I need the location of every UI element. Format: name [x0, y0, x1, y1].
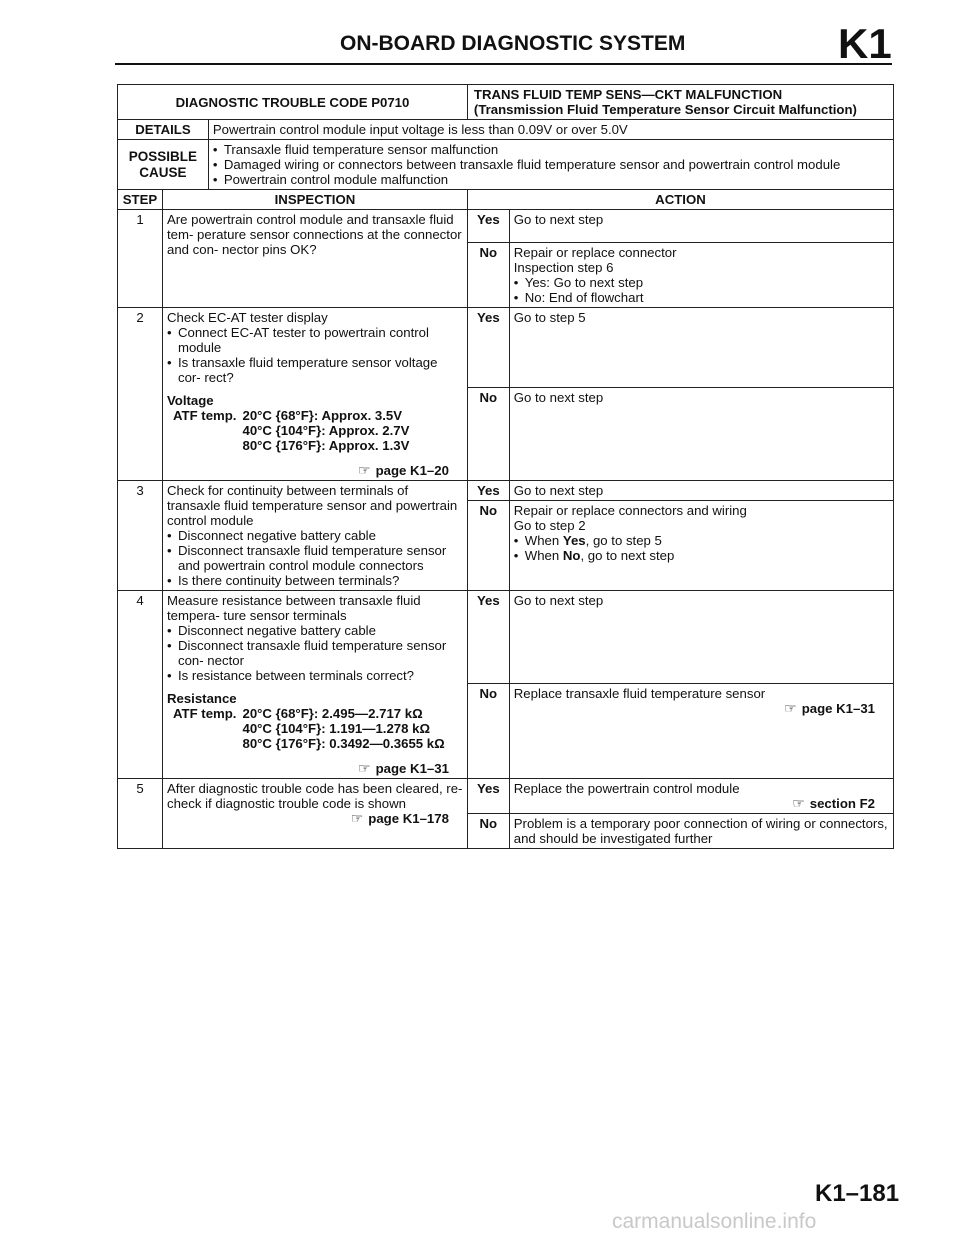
column-step: STEP [118, 190, 163, 210]
step-4-ref [167, 761, 463, 776]
pointing-hand-icon [351, 811, 369, 826]
details-row [118, 120, 894, 140]
step-4-bullet: • Is resistance between terminals correct? [167, 668, 463, 683]
step-1-no-line: Inspection step 6 [513, 260, 614, 275]
no-label: No [467, 501, 509, 591]
step-3-inspection [162, 481, 467, 591]
no-label: No [467, 814, 509, 849]
spec-row: 40°C {104°F}: Approx. 2.7V [242, 423, 410, 438]
step-4-inspection [162, 591, 467, 779]
possible-cause-row [118, 140, 894, 190]
dtc-row [118, 85, 894, 120]
spec-row: 80°C {176°F}: 0.3492—0.3655 kΩ [242, 736, 445, 751]
step-2-no-action: Go to next step [509, 388, 893, 481]
spec-row: 80°C {176°F}: Approx. 1.3V [242, 438, 410, 453]
pointing-hand-icon [784, 701, 802, 716]
step-number: 3 [118, 481, 163, 591]
pointing-hand-icon [792, 796, 810, 811]
possible-cause-item: • Transaxle fluid temperature sensor malfunction [213, 142, 889, 157]
step-5-yes-ref-text: section F2 [809, 796, 875, 811]
step-4-no-text: Replace transaxle fluid temperature sensor [513, 686, 766, 701]
column-inspection: INSPECTION [162, 190, 467, 210]
step-2-ref-text: page K1–20 [375, 463, 449, 478]
step-2-ref [167, 463, 463, 478]
yes-label: Yes [467, 481, 509, 501]
step-4-spec-table [173, 706, 451, 751]
step-3-yes-action: Go to next step [509, 481, 893, 501]
step-number: 1 [118, 210, 163, 308]
step-1-no-bullet: • No: End of flowchart [514, 290, 889, 305]
yes-label: Yes [467, 210, 509, 243]
possible-cause-label-line1: POSSIBLE [128, 148, 198, 164]
page-number: K1–181 [815, 1180, 900, 1207]
step-4-yes-action: Go to next step [509, 591, 893, 684]
step-3-no-line: Repair or replace connectors and wiring [513, 503, 747, 518]
step-5-yes-row [118, 779, 894, 814]
step-3-bullet: • Is there continuity between terminals? [167, 573, 463, 588]
pointing-hand-icon [358, 463, 376, 478]
step-5-yes-ref [514, 796, 889, 811]
step-1-yes-row [118, 210, 894, 243]
step-4-intro: Measure resistance between transaxle fluid tempera- ture sensor terminals [166, 593, 421, 623]
step-3-no-action [509, 501, 893, 591]
step-3-no-line: Go to step 2 [513, 518, 586, 533]
step-1-no-bullet: • Yes: Go to next step [514, 275, 889, 290]
step-2-yes-row [118, 308, 894, 388]
step-3-yes-row [118, 481, 894, 501]
step-4-spec-label: Resistance [166, 691, 237, 706]
step-5-no-action: Problem is a temporary poor connection of wiring or connectors, and should be investigated further [509, 814, 893, 849]
step-2-inspection [162, 308, 467, 481]
step-2-yes-action: Go to step 5 [509, 308, 893, 388]
step-4-no-ref [514, 701, 889, 716]
bullet-bold: No [562, 548, 581, 563]
step-4-yes-row [118, 591, 894, 684]
step-5-yes-text: Replace the powertrain control module [513, 781, 740, 796]
step-3-bullet: • Disconnect transaxle fluid temperature sensor and powertrain control module connectors [167, 543, 463, 573]
step-1-yes-action: Go to next step [509, 210, 893, 243]
step-2-bullet: • Is transaxle fluid temperature sensor voltage cor- rect? [167, 355, 463, 385]
possible-cause-item: • Damaged wiring or connectors between transaxle fluid temperature sensor and powertrain control module [213, 157, 889, 172]
step-1-no-line: Repair or replace connector [513, 245, 677, 260]
step-4-no-action [509, 684, 893, 779]
details-text: Powertrain control module input voltage is less than 0.09V or over 5.0V [208, 120, 893, 140]
bullet-bold: Yes [562, 533, 586, 548]
spec-row: 40°C {104°F}: 1.191—1.278 kΩ [242, 721, 431, 736]
step-3-intro: Check for continuity between terminals of transaxle fluid temperature sensor and powertrain control module [166, 483, 458, 528]
column-header-row [118, 190, 894, 210]
header-rule [115, 63, 892, 65]
step-4-bullet: • Disconnect transaxle fluid temperature sensor con- nector [167, 638, 463, 668]
step-5-yes-action [509, 779, 893, 814]
step-2-intro: Check EC-AT tester display [166, 310, 328, 325]
step-number: 4 [118, 591, 163, 779]
step-3-bullet: • Disconnect negative battery cable [167, 528, 463, 543]
section-code: K1 [838, 20, 892, 67]
dtc-title-line2: (Transmission Fluid Temperature Sensor Circuit Malfunction) [473, 102, 857, 117]
watermark: carmanualsonline.info [612, 1210, 817, 1233]
yes-label: Yes [467, 308, 509, 388]
dtc-title-line1: TRANS FLUID TEMP SENS—CKT MALFUNCTION [473, 87, 783, 102]
bullet-text: , go to next step [580, 548, 675, 563]
step-5-text: After diagnostic trouble code has been cleared, re- check if diagnostic trouble code is shown [166, 781, 463, 811]
step-number: 5 [118, 779, 163, 849]
possible-cause-label [118, 140, 209, 190]
yes-label: Yes [467, 591, 509, 684]
no-label: No [467, 684, 509, 779]
details-label: DETAILS [118, 120, 209, 140]
spec-row: 20°C {68°F}: 2.495—2.717 kΩ [242, 706, 423, 721]
step-5-inspection [162, 779, 467, 849]
step-number: 2 [118, 308, 163, 481]
pointing-hand-icon [358, 761, 376, 776]
dtc-label: DIAGNOSTIC TROUBLE CODE P0710 [118, 85, 468, 120]
no-label: No [467, 243, 509, 308]
bullet-text: , go to step 5 [585, 533, 662, 548]
diagnostic-table [117, 84, 894, 849]
step-3-no-bullet [514, 548, 889, 563]
step-2-bullet: • Connect EC-AT tester to powertrain control module [167, 325, 463, 355]
possible-cause-item: • Powertrain control module malfunction [213, 172, 889, 187]
spec-row: 20°C {68°F}: Approx. 3.5V [242, 408, 403, 423]
step-1-no-action [509, 243, 893, 308]
spec-key: ATF temp. [172, 706, 237, 721]
step-2-spec-table [173, 408, 415, 453]
step-4-bullet: • Disconnect negative battery cable [167, 623, 463, 638]
step-2-spec-label: Voltage [166, 393, 214, 408]
step-5-ref [167, 811, 463, 826]
bullet-text: When [524, 533, 563, 548]
dtc-title [467, 85, 893, 120]
column-action: ACTION [467, 190, 893, 210]
spec-key: ATF temp. [172, 408, 237, 423]
yes-label: Yes [467, 779, 509, 814]
step-5-ref-text: page K1–178 [368, 811, 449, 826]
possible-cause-list [208, 140, 893, 190]
step-1-inspection: Are powertrain control module and transaxle fluid tem- perature sensor connections at the connector and con- nector pins OK? [162, 210, 467, 308]
no-label: No [467, 388, 509, 481]
step-4-no-ref-text: page K1–31 [801, 701, 875, 716]
page-header-title: ON-BOARD DIAGNOSTIC SYSTEM [340, 32, 686, 55]
step-3-no-bullet [514, 533, 889, 548]
possible-cause-label-line2: CAUSE [139, 164, 187, 180]
bullet-text: When [524, 548, 563, 563]
step-4-ref-text: page K1–31 [375, 761, 449, 776]
